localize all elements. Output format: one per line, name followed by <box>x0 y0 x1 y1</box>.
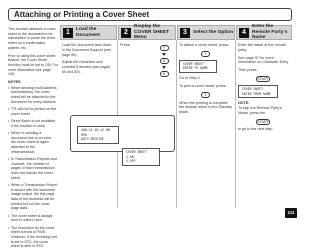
step-3-body <box>179 43 233 118</box>
step-3-title: Select the Option <box>193 29 234 35</box>
note-item: • Direct Batch is not available if the function is used. <box>8 119 58 128</box>
intro-paragraph: Prior to using this cover sheet feature, the Cover Sheet function must be set to ON. For more information see page 149. <box>8 53 58 77</box>
lcd-line: AUTO RECEIVE <box>81 137 104 142</box>
step-3-text: To attach a cover sheet, press: <box>179 43 230 47</box>
step-4-text: See page 97 for more information on Character Entry. <box>238 55 289 65</box>
lcd-display <box>179 60 217 73</box>
step-3-header <box>177 25 235 40</box>
step-1-body <box>62 43 114 78</box>
step-1-title: Load the Document <box>76 26 100 38</box>
step-4-text: Then press: <box>238 68 258 73</box>
lcd-line: COVER SHEET <box>242 86 264 91</box>
note-item: • In Transmission Reports and Journals, the number of pages of each transmission does not include the cover sheet. <box>8 157 58 181</box>
start-key: START <box>257 76 269 81</box>
step-2-title: Display the COVER SHEET Menu <box>134 23 170 41</box>
fax-machine-illustration <box>70 115 175 152</box>
key-button: 1 <box>201 51 210 57</box>
notes-heading: NOTES: <box>8 80 22 85</box>
step-4-text: Enter the name of the remote party. <box>238 43 286 52</box>
lcd-display <box>238 85 278 98</box>
key-button: F <box>160 45 169 51</box>
page-title: Attaching or Printing a Cover Sheet <box>8 8 292 21</box>
lcd-line: COVER SHEET <box>183 61 205 66</box>
column-divider <box>176 40 177 208</box>
note-item: • The cover sheet is always sent in uniform size. <box>8 214 58 223</box>
note-item: • The resolution for the cover sheet is fixed to FINE. However, if the receiving unit is set to STD, the cover sheet is sent in STD. <box>8 226 58 250</box>
note-item: • When re-sending a document due to an error, the cover sheet is again attached to the retransmission. <box>8 131 58 155</box>
step-1-number: 1 <box>63 28 73 38</box>
column-divider <box>235 40 236 208</box>
step-4-note: to go to the next step. <box>238 126 274 131</box>
note-item: • When sending multi-address transmissions, the cover sheet will be attached to the document for every address. <box>8 86 58 105</box>
step-4-header <box>236 25 292 40</box>
start-key: START <box>257 119 269 124</box>
key-button: 2 <box>201 92 210 98</box>
step-2-body <box>120 43 160 51</box>
step-4-note-heading: NOTE: <box>238 101 250 106</box>
arrow-down-icon <box>162 53 166 56</box>
lcd-line: 2.OFF <box>126 159 136 164</box>
page-number: 111 <box>285 208 297 218</box>
step-3-text: Go to Step 4. <box>179 75 201 80</box>
arrow-down-icon <box>162 66 166 69</box>
key-button: 6 <box>160 71 169 77</box>
step-3-text: When the printing is complete, the display return to the Standby Mode. <box>179 100 233 115</box>
step-1-text: Adjust the resolution and contrast if desired (see pages 60 and 60). <box>62 60 111 74</box>
lcd-line: 1.ON <box>126 154 134 159</box>
step-2-text: Press: <box>120 43 131 47</box>
step-3-text: To print a cover sheet, press: <box>179 83 227 88</box>
step-4-body <box>238 43 290 134</box>
lcd-line: ENTER TO NAME <box>183 66 208 71</box>
step-4-note: To skip the Remote Party's Name, press the <box>238 105 282 115</box>
notes-list <box>8 86 58 249</box>
step-1-header <box>60 25 117 40</box>
step-3-number: 3 <box>180 28 190 38</box>
lcd-display <box>77 126 119 144</box>
step-1-text: Load the document face down in the Document Support (see page 65). <box>62 43 112 57</box>
step-2-keypad <box>155 45 173 79</box>
intro-column <box>8 27 58 252</box>
lcd-display <box>122 148 160 166</box>
key-button: 0 <box>160 58 169 64</box>
step-2-header <box>118 25 176 40</box>
lcd-line: JAN-12 10:12 AM 00% <box>81 128 110 137</box>
intro-paragraph: This function attaches a cover sheet to the document to be transmitted or prints the cover sheet on a confirmation pattern, etc. <box>8 27 56 50</box>
step-4-number: 4 <box>239 28 249 38</box>
step-2-number: 2 <box>121 28 131 38</box>
lcd-line: COVER SHEET <box>126 150 148 154</box>
step-4-title: Enter the Remote Party's Name <box>252 23 288 41</box>
lcd-line: ENTER FROM NAME <box>242 91 271 96</box>
note-item: • TTI will not be printed on the cover sheet. <box>8 107 58 116</box>
note-item: • When a Transmission Report is issued with the document image output, the first page data of the business will be printed but not the cover page data. <box>8 183 58 211</box>
